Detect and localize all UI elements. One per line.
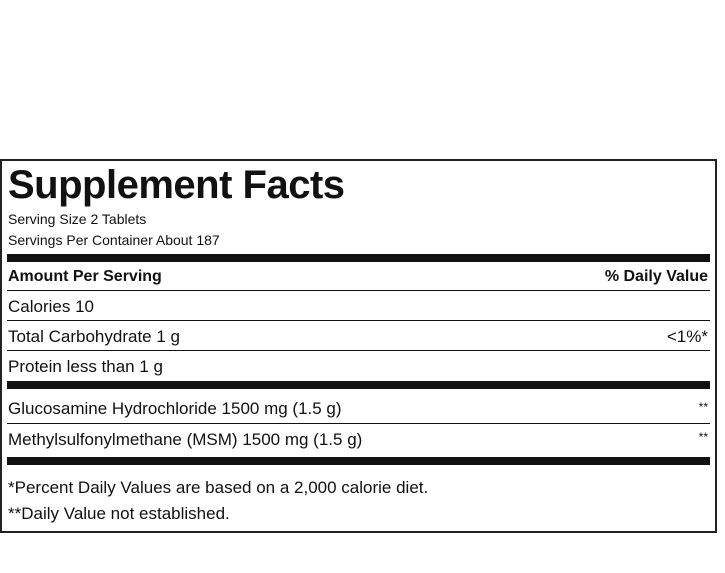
divider-thin bbox=[7, 350, 710, 351]
divider-thick bbox=[7, 254, 710, 262]
divider-thick bbox=[7, 381, 710, 389]
nutrient-dv-carbohydrate: <1%* bbox=[666, 327, 708, 346]
serving-size: Serving Size 2 Tablets bbox=[8, 211, 147, 227]
divider-thin bbox=[7, 290, 710, 291]
footnote-percent-dv: *Percent Daily Values are based on a 2,000 calorie diet. bbox=[8, 478, 429, 497]
divider-thin bbox=[7, 423, 710, 424]
nutrient-row-protein: Protein less than 1 g bbox=[8, 357, 163, 376]
divider-thin bbox=[7, 320, 710, 321]
panel-title: Supplement Facts bbox=[8, 163, 345, 207]
ingredient-row-msm: Methylsulfonylmethane (MSM) 1500 mg (1.5 g) bbox=[8, 430, 363, 449]
ingredient-dv-glucosamine: ** bbox=[698, 400, 708, 414]
supplement-facts-panel bbox=[0, 159, 717, 533]
footnote-dv-not-established: **Daily Value not established. bbox=[8, 504, 230, 523]
ingredient-dv-msm: ** bbox=[698, 430, 708, 444]
amount-per-serving-header: Amount Per Serving bbox=[8, 268, 162, 285]
servings-per-container: Servings Per Container About 187 bbox=[8, 232, 220, 248]
daily-value-header: % Daily Value bbox=[604, 268, 708, 285]
divider-thick bbox=[7, 457, 710, 465]
nutrient-row-carbohydrate: Total Carbohydrate 1 g bbox=[8, 327, 180, 346]
nutrient-row-calories: Calories 10 bbox=[8, 297, 94, 316]
ingredient-row-glucosamine: Glucosamine Hydrochloride 1500 mg (1.5 g) bbox=[8, 399, 342, 418]
